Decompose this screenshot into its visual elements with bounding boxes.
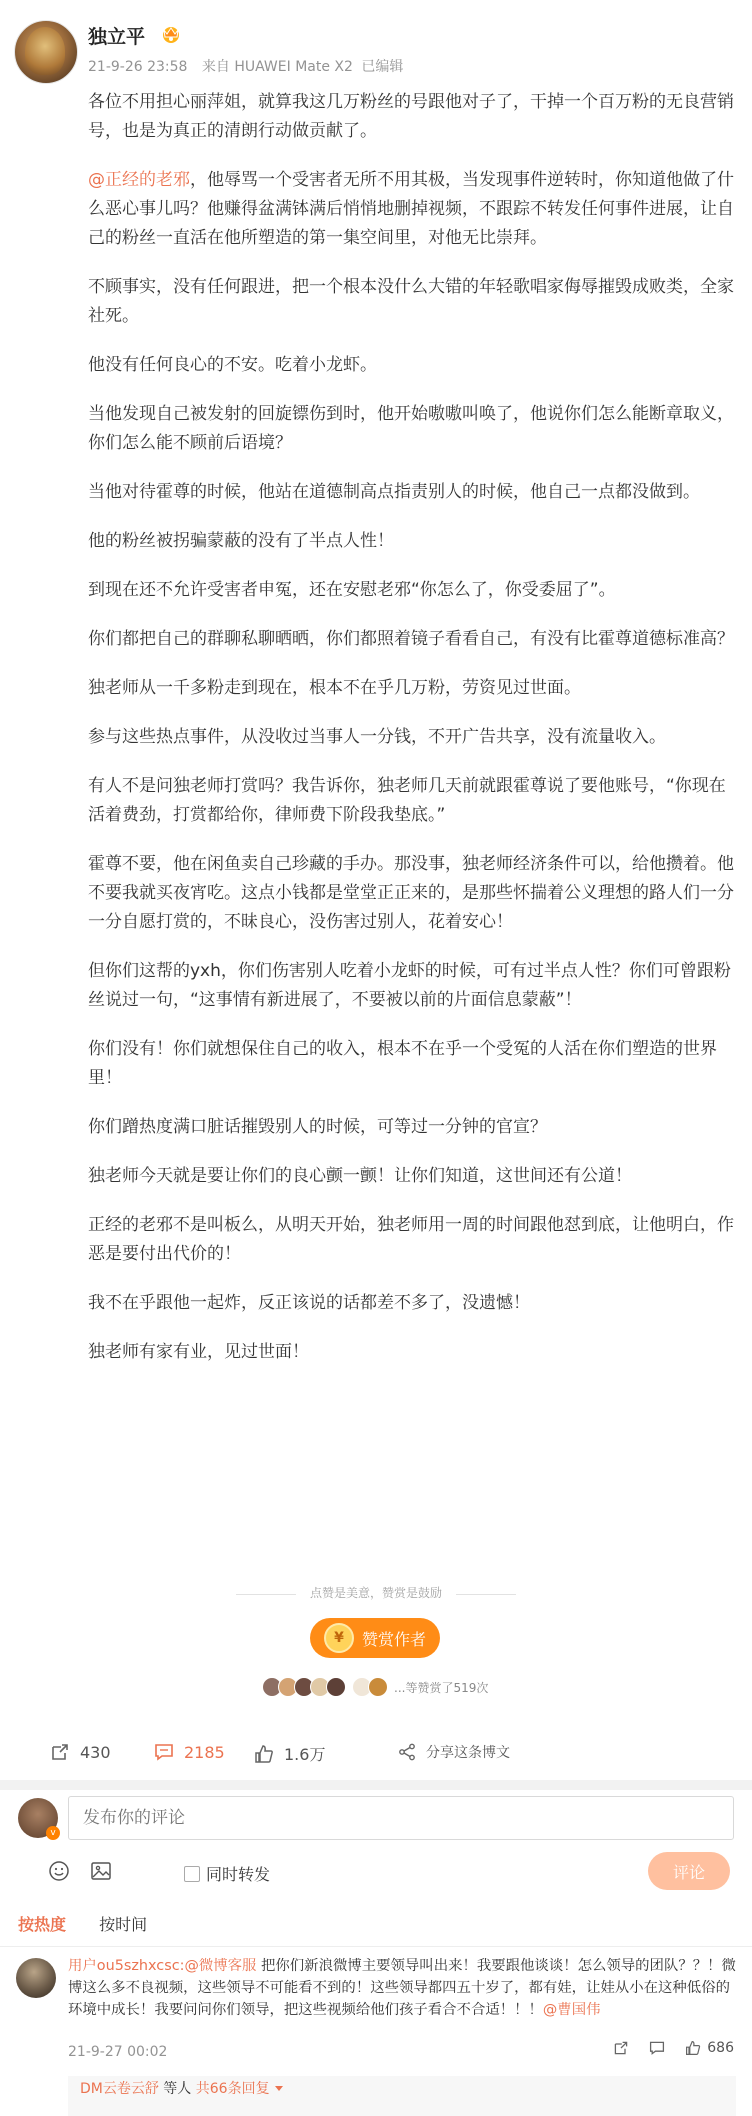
paragraph: 他没有任何良心的不安。吃着小龙虾。 [88, 355, 377, 375]
post-time[interactable]: 21-9-26 23:58 [88, 59, 188, 75]
paragraph: 但你们这帮的yxh，你们伤害别人吃着小龙虾的时候，可有过半点人性？你们可曾跟粉丝说过一句，“这事情有新进展了，不要被以前的片面信息蒙蔽”！ [88, 961, 731, 1010]
comment-icon[interactable] [649, 2040, 665, 2056]
post-action-bar [0, 1734, 752, 1774]
image-icon[interactable] [90, 1860, 112, 1882]
tab-hot[interactable]: 按热度 [18, 1915, 67, 1934]
paragraph [88, 166, 736, 253]
reward-slogan: 点赞是美意，赞赏是鼓励 [309, 1586, 442, 1600]
comment-icon [154, 1742, 174, 1762]
user-badge-icon: v [46, 1826, 60, 1840]
like-icon [685, 2040, 701, 2056]
replies-summary[interactable] [68, 2076, 736, 2116]
repost-count: 430 [80, 1742, 111, 1762]
paragraph: 到现在还不允许受害者申冤，还在安慰老邪“你怎么了，你受委屈了”。 [88, 580, 616, 600]
comment-like-button[interactable] [685, 2040, 734, 2056]
comment-sort-tabs [18, 1912, 175, 1935]
post-meta [88, 56, 413, 76]
commenter-avatar[interactable] [16, 1958, 56, 1998]
paragraph: 当他对待霍尊的时候，他站在道德制高点指责别人的时候，他自己一点都没做到。 [88, 482, 700, 502]
post-content [88, 88, 736, 1387]
paragraph-text: ，他辱骂一个受害者无所不用其极，当发现事件逆转时，你知道他做了什么恶心事儿吗？他赚得盆满钵满后悄悄地删掉视频，不跟踪不转发任何事件进展，让自己的粉丝一直活在他所塑造的第一集空间里，对他无比崇拜。 [88, 170, 734, 248]
mention-link[interactable]: @正经的老邪 [88, 170, 190, 190]
repost-check-label: 同时转发 [206, 1865, 271, 1884]
paragraph: 你们都把自己的群聊私聊晒晒，你们都照着镜子看看自己，有没有比霍尊道德标准高？ [88, 629, 734, 649]
like-icon [254, 1744, 274, 1764]
post-header [14, 18, 734, 88]
section-divider [0, 1780, 752, 1790]
paragraph: 参与这些热点事件，从没收过当事人一分钱，不开广告共享，没有流量收入。 [88, 727, 666, 747]
vip-crown-icon[interactable] [160, 24, 182, 44]
comment-count: 2185 [184, 1742, 225, 1762]
checkbox-box[interactable] [184, 1866, 200, 1882]
paragraph: 独老师从一千多粉走到现在，根本不在乎几万粉，劳资见过世面。 [88, 678, 581, 698]
paragraph: 独老师有家有业，见过世面！ [88, 1342, 309, 1362]
tipper-avatar [368, 1677, 388, 1697]
share-label: 分享这条博文 [426, 1745, 510, 1761]
author-avatar[interactable] [14, 20, 78, 84]
submit-comment-button[interactable]: 评论 [648, 1852, 730, 1890]
comment-mention[interactable]: @微博客服 [184, 1958, 257, 1974]
paragraph: 正经的老邪不是叫板么，从明天开始，独老师用一周的时间跟他怼到底，让他明白，作恶是要付出代价的！ [88, 1215, 734, 1264]
comment-button[interactable] [154, 1742, 225, 1762]
comment-body: 把你们新浪微博主要领导叫出来！我要跟他谈谈！怎么领导的团队？？！微博这么多不良视频，这些领导不可能看不到的！这些领导都四五十岁了，都有娃，让娃从小在这种低俗的环境中成长！我要问问你们领导，把这些视频给他们孩子看合不合适！！！ [68, 1958, 736, 2018]
share-button[interactable] [398, 1742, 510, 1762]
paragraph: 你们蹭热度满口脏话摧毁别人的时候，可等过一分钟的官宣？ [88, 1117, 547, 1137]
repost-button[interactable] [50, 1742, 111, 1762]
reply-count[interactable]: 共66条回复 [195, 2081, 270, 2097]
repost-checkbox[interactable] [184, 1862, 270, 1885]
coin-icon: ¥ [324, 1623, 354, 1653]
replies-text [80, 2078, 284, 2098]
comment-tail-mention[interactable]: @曹国伟 [542, 2002, 601, 2018]
paragraph: 独老师今天就是要让你们的良心颤一颤！让你们知道，这世间还有公道！ [88, 1166, 632, 1186]
paragraph: 当他发现自己被发射的回旋镖伤到时，他开始嗷嗷叫唤了，他说你们怎么能断章取义，你们怎么能不顾前后语境？ [88, 404, 734, 453]
like-button[interactable] [254, 1742, 325, 1765]
tipper-avatar [326, 1677, 346, 1697]
paragraph: 霍尊不要，他在闲鱼卖自己珍藏的手办。那没事，独老师经济条件可以，给他攒着。他不要我就买夜宵吃。这点小钱都是堂堂正正来的，是那些怀揣着公义理想的路人们一分一分自愿打赏的，不昧良心，没伤害过别人，花着安心！ [88, 854, 734, 932]
paragraph: 你们没有！你们就想保住自己的收入，根本不在乎一个受冤的人活在你们塑造的世界里！ [88, 1039, 717, 1088]
tab-time[interactable]: 按时间 [99, 1915, 148, 1934]
chevron-down-icon [274, 2085, 284, 2093]
like-count: 1.6万 [284, 1745, 326, 1764]
edited-label[interactable]: 已编辑 [361, 59, 404, 75]
comment-input[interactable] [68, 1796, 734, 1840]
author-name[interactable]: 独立平 [88, 26, 146, 48]
tip-count[interactable]: ...等赞赏了519次 [394, 1680, 489, 1695]
paragraph: 有人不是问独老师打赏吗？我告诉你，独老师几天前就跟霍尊说了要他账号，“你现在活着费劲，打赏都给你，律师费下阶段我垫底。” [88, 776, 726, 825]
comment-time: 21-9-27 00:02 [68, 2044, 168, 2060]
paragraph: 他的粉丝被拐骗蒙蔽的没有了半点人性！ [88, 531, 394, 551]
repost-icon [50, 1742, 70, 1762]
reward-button-label: 赞赏作者 [361, 1629, 426, 1649]
paragraph: 不顾事实，没有任何跟进，把一个根本没什么大错的年轻歌唱家侮辱摧毁成败类，全家社死。 [88, 277, 734, 326]
tipper-list[interactable] [262, 1676, 488, 1698]
comment-text [68, 1955, 736, 2021]
repost-icon[interactable] [613, 2040, 629, 2056]
reply-user[interactable]: DM云卷云舒 [80, 2081, 159, 2097]
paragraph: 各位不用担心丽萍姐，就算我这几万粉丝的号跟他对子了，干掉一个百万粉的无良营销号，也是为真正的清朗行动做贡献了。 [88, 92, 734, 141]
comment-actions [613, 2040, 734, 2056]
share-icon [398, 1743, 416, 1761]
emoji-icon[interactable] [48, 1860, 70, 1882]
tabs-divider [0, 1946, 752, 1947]
comment-like-count: 686 [707, 2040, 734, 2056]
commenter-name[interactable]: 用户ou5szhxcsc: [68, 1958, 185, 1974]
paragraph: 我不在乎跟他一起炸，反正该说的话都差不多了，没遗憾！ [88, 1293, 530, 1313]
reward-author-button[interactable] [310, 1618, 440, 1658]
post-source: 来自 HUAWEI Mate X2 [201, 59, 353, 75]
reply-mid: 等人 [158, 2081, 196, 2097]
